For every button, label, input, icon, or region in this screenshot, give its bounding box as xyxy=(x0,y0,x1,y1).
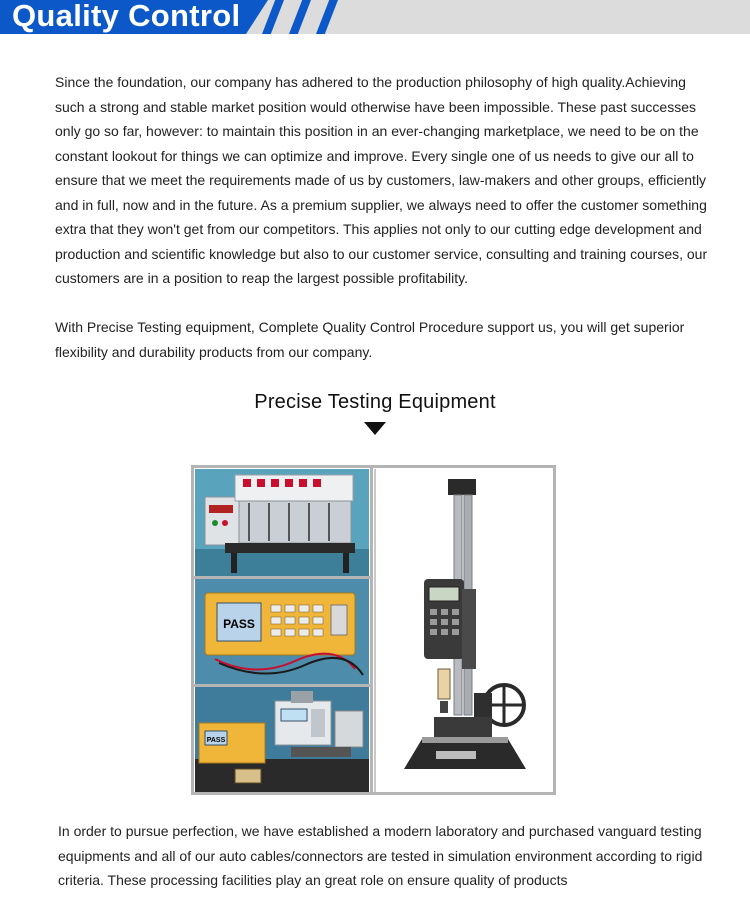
banner-stripe xyxy=(262,0,284,34)
laboratory-paragraph: In order to pursue perfection, we have established a modern laboratory and purchased vanguard testing equipments and all of our auto cables/connectors are tested in simulation environment according to rigid criteria. These processing facilities play an great role on ensure quality of products xyxy=(58,823,703,888)
connector-test-bench-photo xyxy=(195,687,369,792)
banner-stripe xyxy=(289,0,311,34)
equipment-photo-collage xyxy=(191,465,556,795)
intro-paragraph: Since the foundation, our company has adhered to the production philosophy of high quality.Achieving such a strong and stable market position would otherwise have been impossible. These past successes only go so far, however: to maintain this position in an ever-changing marketplace, we need to be on the constant lookout for things we can optimize and improve. Every single one of us needs to give our all to ensure that we meet the requirements made of us by customers, law-makers and other groups, efficiently and in full, now and in the future. As a premium supplier, we always need to offer the customer something extra that they won't get from our competitors. This applies not only to our cutting edge development and production and scientific knowledge but also to our customer service, consulting and training courses, our customers are in a position to reap the largest possible profitability. xyxy=(55,74,708,286)
collage-divider xyxy=(194,684,371,687)
banner-stripe xyxy=(316,0,338,34)
collage-divider xyxy=(370,468,373,792)
header-banner xyxy=(0,0,750,34)
bench-screen-text: PASS xyxy=(206,737,226,744)
section-title: Precise Testing Equipment xyxy=(254,391,496,413)
tester-screen-text: PASS xyxy=(223,617,255,631)
triangle-down-icon xyxy=(364,422,386,435)
page-title: Quality Control xyxy=(12,0,241,33)
cable-tester-pass-photo xyxy=(195,579,369,684)
collage-divider xyxy=(194,576,371,579)
equipment-paragraph: With Precise Testing equipment, Complete Quality Control Procedure support us, you will get superior flexibility and durability products from our company. xyxy=(55,319,685,360)
force-gauge-test-stand-photo xyxy=(374,469,553,792)
cable-flex-tester-photo xyxy=(195,469,369,576)
